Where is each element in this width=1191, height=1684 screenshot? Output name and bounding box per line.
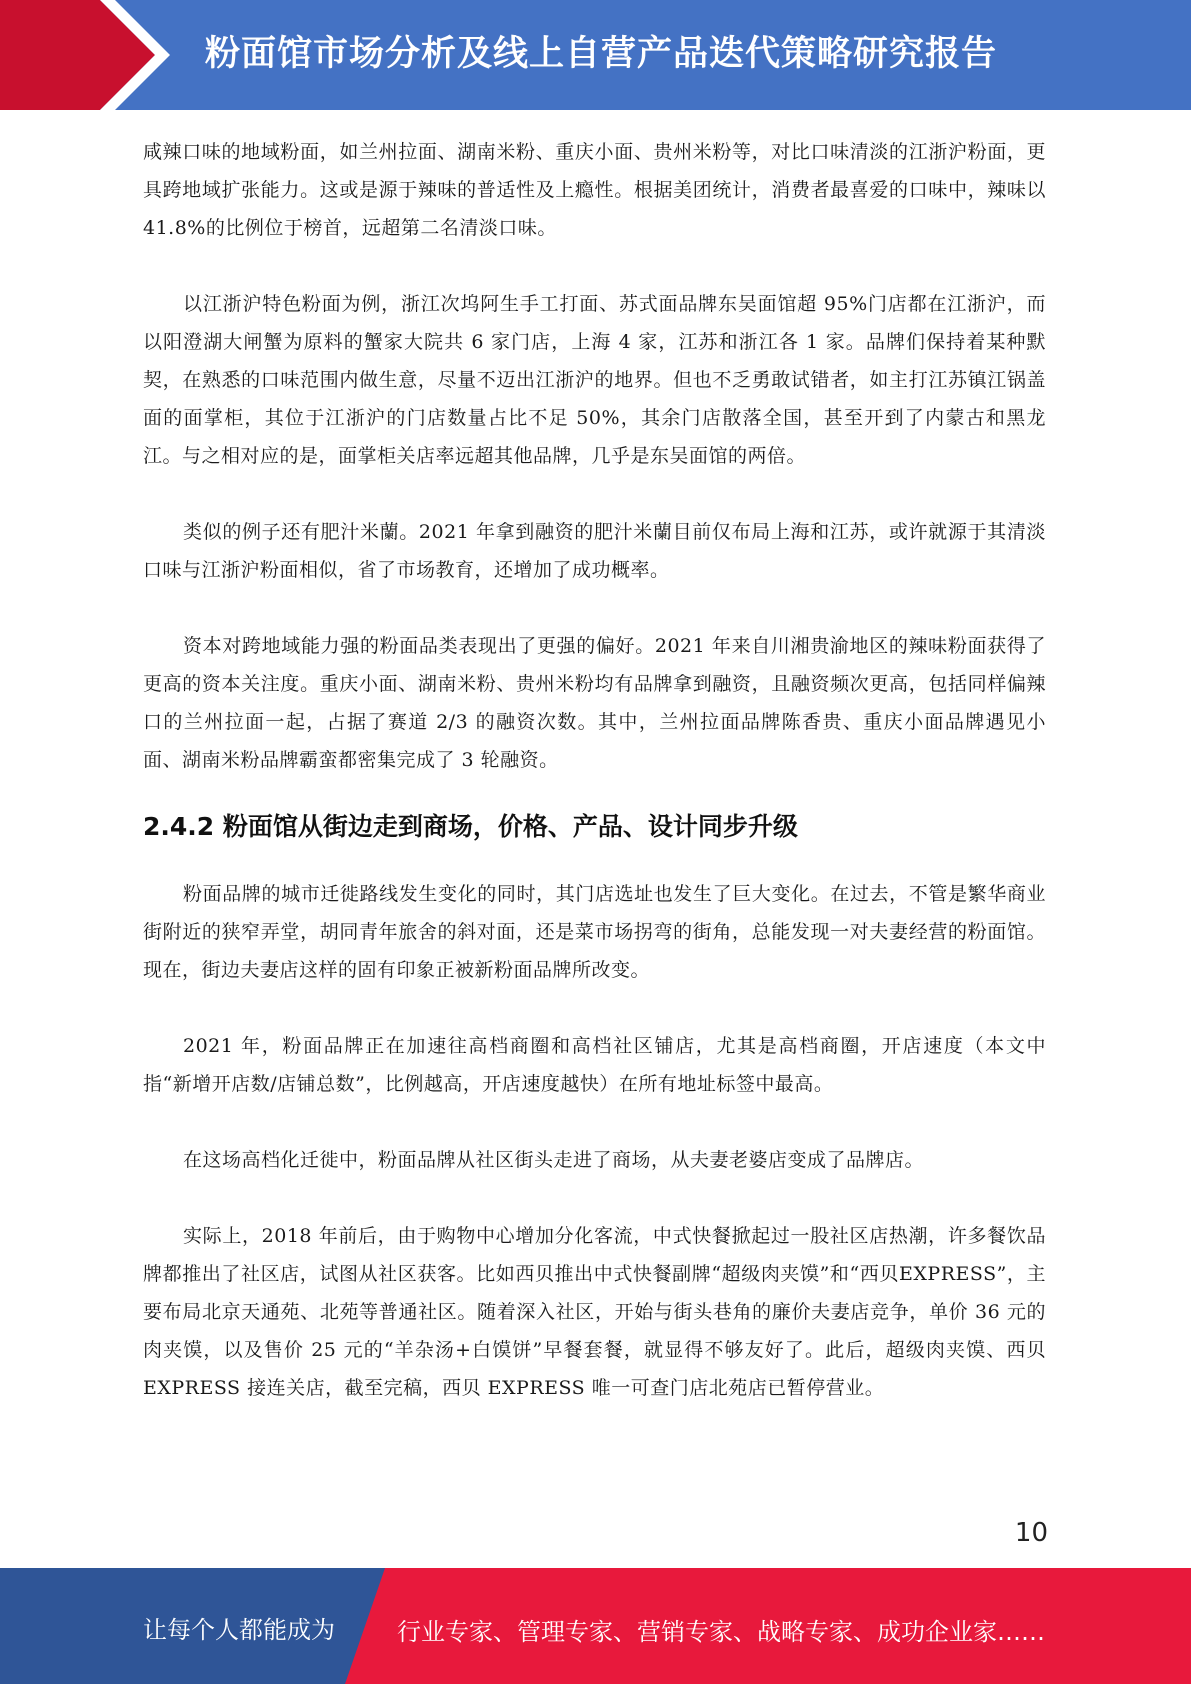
page-body: [143, 133, 1046, 1407]
paragraph-store-location-change: 粉面品牌的城市迁徙路线发生变化的同时，其门店选址也发生了巨大变化。在过去，不管是繁华商业街附近的狭窄弄堂，胡同青年旅舍的斜对面，还是菜市场拐弯的街角，总能发现一对夫妻经营的粉面馆。现在，街边夫妻店这样的固有印象正被新粉面品牌所改变。: [143, 883, 1046, 981]
footer-slogan-left: 让每个人都能成为: [143, 1616, 335, 1644]
report-title: 粉面馆市场分析及线上自营产品迭代策略研究报告: [205, 34, 998, 74]
paragraph-feizhi-milan: 类似的例子还有肥汁米蘭。2021 年拿到融资的肥汁米蘭目前仅布局上海和江苏，或许就源于其清淡口味与江浙沪粉面相似，省了市场教育，还增加了成功概率。: [143, 521, 1046, 581]
paragraph-spicy-flavor: 咸辣口味的地域粉面，如兰州拉面、湖南米粉、重庆小面、贵州米粉等，对比口味清淡的江浙沪粉面，更具跨地域扩张能力。这或是源于辣味的普适性及上瘾性。根据美团统计，消费者最喜爱的口味中，辣味以 41.8%的比例位于榜首，远超第二名清淡口味。: [143, 141, 1046, 239]
paragraph-upscale-migration: 在这场高档化迁徙中，粉面品牌从社区街头走进了商场，从夫妻老婆店变成了品牌店。: [183, 1149, 925, 1171]
page-header: [0, 0, 1191, 110]
section-heading: 2.4.2 粉面馆从街边走到商场，价格、产品、设计同步升级: [143, 812, 798, 841]
footer-slogan-right: 行业专家、管理专家、营销专家、战略专家、成功企业家……: [397, 1618, 1045, 1646]
paragraph-capital-preference: 资本对跨地域能力强的粉面品类表现出了更强的偏好。2021 年来自川湘贵渝地区的辣味粉面获得了更高的资本关注度。重庆小面、湖南米粉、贵州米粉均有品牌拿到融资，且融资频次更高，包括同样偏辣口的兰州拉面一起，占据了赛道 2/3 的融资次数。其中，兰州拉面品牌陈香贵、重庆小面品牌遇见小面、湖南米粉品牌霸蛮都密集完成了 3 轮融资。: [143, 635, 1046, 771]
page-footer: [0, 1568, 1191, 1684]
paragraph-xibei-example: 实际上，2018 年前后，由于购物中心增加分化客流，中式快餐掀起过一股社区店热潮，许多餐饮品牌都推出了社区店，试图从社区获客。比如西贝推出中式快餐副牌“超级肉夹馍”和“西贝EXPRESS”，主要布局北京天通苑、北苑等普通社区。随着深入社区，开始与街头巷角的廉价夫妻店竞争，单价 36 元的肉夹馍，以及售价 25 元的“羊杂汤+白馍饼”早餐套餐，就显得不够友好了。此后，超级肉夹馍、西贝 EXPRESS 接连关店，截至完稿，西贝 EXPRESS 唯一可查门店北苑店已暂停营业。: [143, 1225, 1046, 1399]
paragraph-jiangzhehu-example: 以江浙沪特色粉面为例，浙江次坞阿生手工打面、苏式面品牌东吴面馆超 95%门店都在江浙沪，而以阳澄湖大闸蟹为原料的蟹家大院共 6 家门店，上海 4 家，江苏和浙江各 1 家。品牌们保持着某种默契，在熟悉的口味范围内做生意，尽量不迈出江浙沪的地界。但也不乏勇敢试错者，如主打江苏镇江锅盖面的面掌柜，其位于江浙沪的门店数量占比不足 50%，其余门店散落全国，甚至开到了内蒙古和黑龙江。与之相对应的是，面掌柜关店率远超其他品牌，几乎是东吴面馆的两倍。: [143, 293, 1046, 467]
page-number: 10: [1014, 1518, 1048, 1548]
paragraph-2021-expansion: 2021 年，粉面品牌正在加速往高档商圈和高档社区铺店，尤其是高档商圈，开店速度（本文中指“新增开店数/店铺总数”，比例越高，开店速度越快）在所有地址标签中最高。: [143, 1035, 1046, 1095]
